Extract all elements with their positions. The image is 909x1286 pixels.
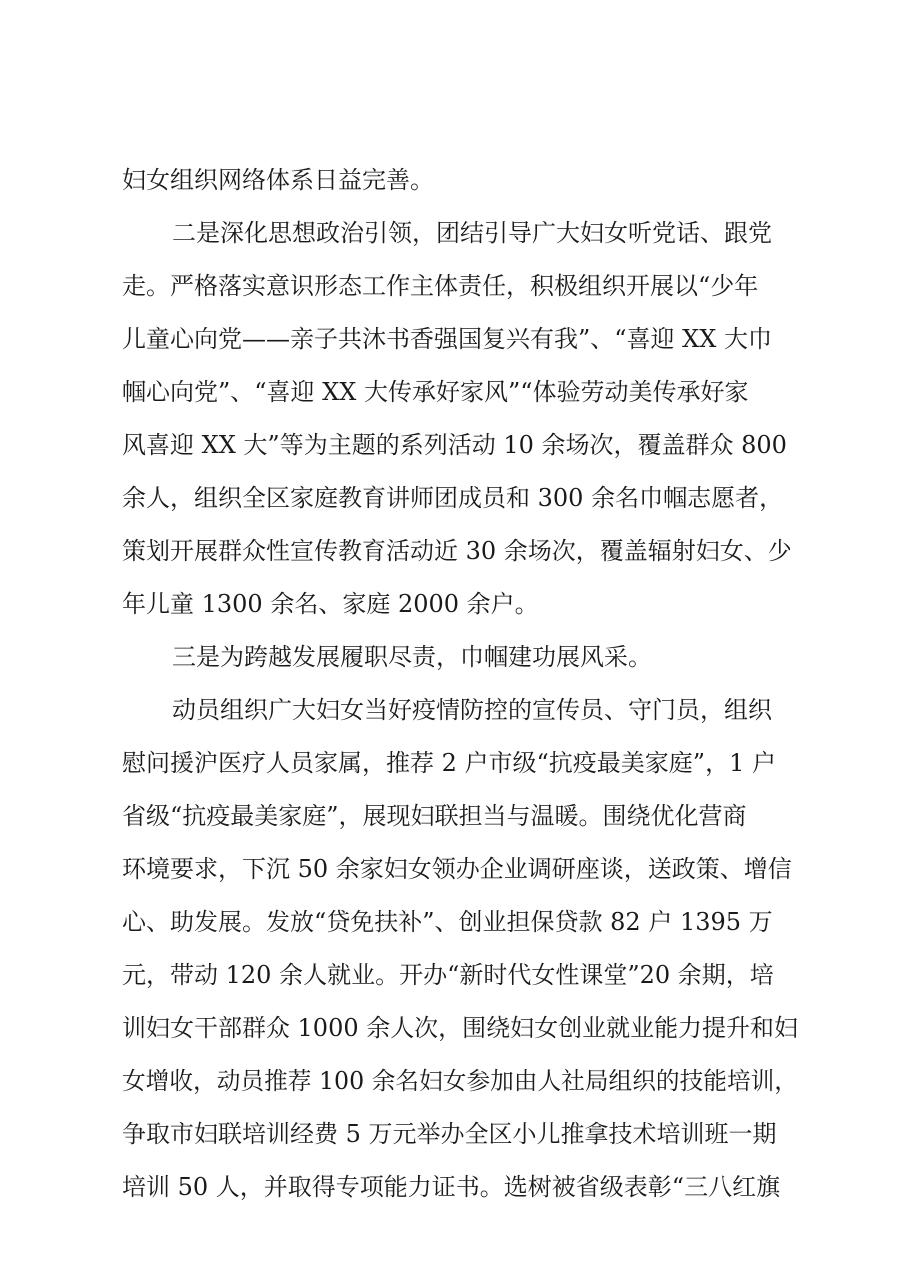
text-line-content: 元，带动 120 余人就业。开办“新时代女性课堂”20 余期，培 [122,961,774,989]
text-line [0,1116,909,1152]
text-line-content: 帼心向党”、“喜迎 XX 大传承好家风”“体验劳动美传承好家 [122,378,749,406]
text-line-content: 二是深化思想政治引领，团结引导广大妇女听党话、跟党 [172,219,772,247]
paragraph-first-line [0,215,909,251]
text-line-content: 省级“抗疫最美家庭”，展现妇联担当与温暖。围绕优化营商 [122,802,747,830]
text-line [0,374,909,410]
text-line [0,745,909,781]
text-line [0,1010,909,1046]
text-line-content: 余人，组织全区家庭教育讲师团成员和 300 余名巾帼志愿者， [122,484,784,512]
text-line [0,480,909,516]
text-line-content: 争取市妇联培训经费 5 万元举办全区小儿推拿技术培训班一期 [122,1120,777,1148]
text-line [0,957,909,993]
paragraph-first-line [0,639,909,675]
text-line-content: 女增收，动员推荐 100 余名妇女参加由人社局组织的技能培训， [122,1067,798,1095]
text-line [0,904,909,940]
text-line-content: 动员组织广大妇女当好疫情防控的宣传员、守门员，组织 [172,696,772,724]
text-line-content: 慰问援沪医疗人员家属，推荐 2 户市级“抗疫最美家庭”，1 户 [122,749,776,777]
text-line [0,162,909,198]
text-line [0,586,909,622]
text-line [0,1169,909,1205]
text-line [0,533,909,569]
text-line-content: 走。严格落实意识形态工作主体责任，积极组织开展以“少年 [122,272,759,300]
text-line [0,268,909,304]
paragraph-first-line [0,692,909,728]
text-line-content: 年儿童 1300 余名、家庭 2000 余户。 [122,590,539,618]
text-line-content: 训妇女干部群众 1000 余人次，围绕妇女创业就业能力提升和妇 [122,1014,798,1042]
text-line-content: 儿童心向党——亲子共沐书香强国复兴有我”、“喜迎 XX 大巾 [122,325,772,353]
text-line-content: 培训 50 人，并取得专项能力证书。选树被省级表彰“三八红旗 [122,1173,781,1201]
text-line [0,1063,909,1099]
text-line-content: 风喜迎 XX 大”等为主题的系列活动 10 余场次，覆盖群众 800 [122,431,787,459]
text-line-content: 妇女组织网络体系日益完善。 [122,166,434,194]
text-line [0,427,909,463]
text-line-content: 策划开展群众性宣传教育活动近 30 余场次，覆盖辐射妇女、少 [122,537,792,565]
text-line [0,851,909,887]
text-line-content: 环境要求，下沉 50 余家妇女领办企业调研座谈，送政策、增信 [122,855,792,883]
text-line-content: 三是为跨越发展履职尽责，巾帼建功展风采。 [172,643,652,671]
text-line-content: 心、助发展。发放“贷免扶补”、创业担保贷款 82 户 1395 万 [122,908,773,936]
text-line [0,798,909,834]
text-line [0,321,909,357]
